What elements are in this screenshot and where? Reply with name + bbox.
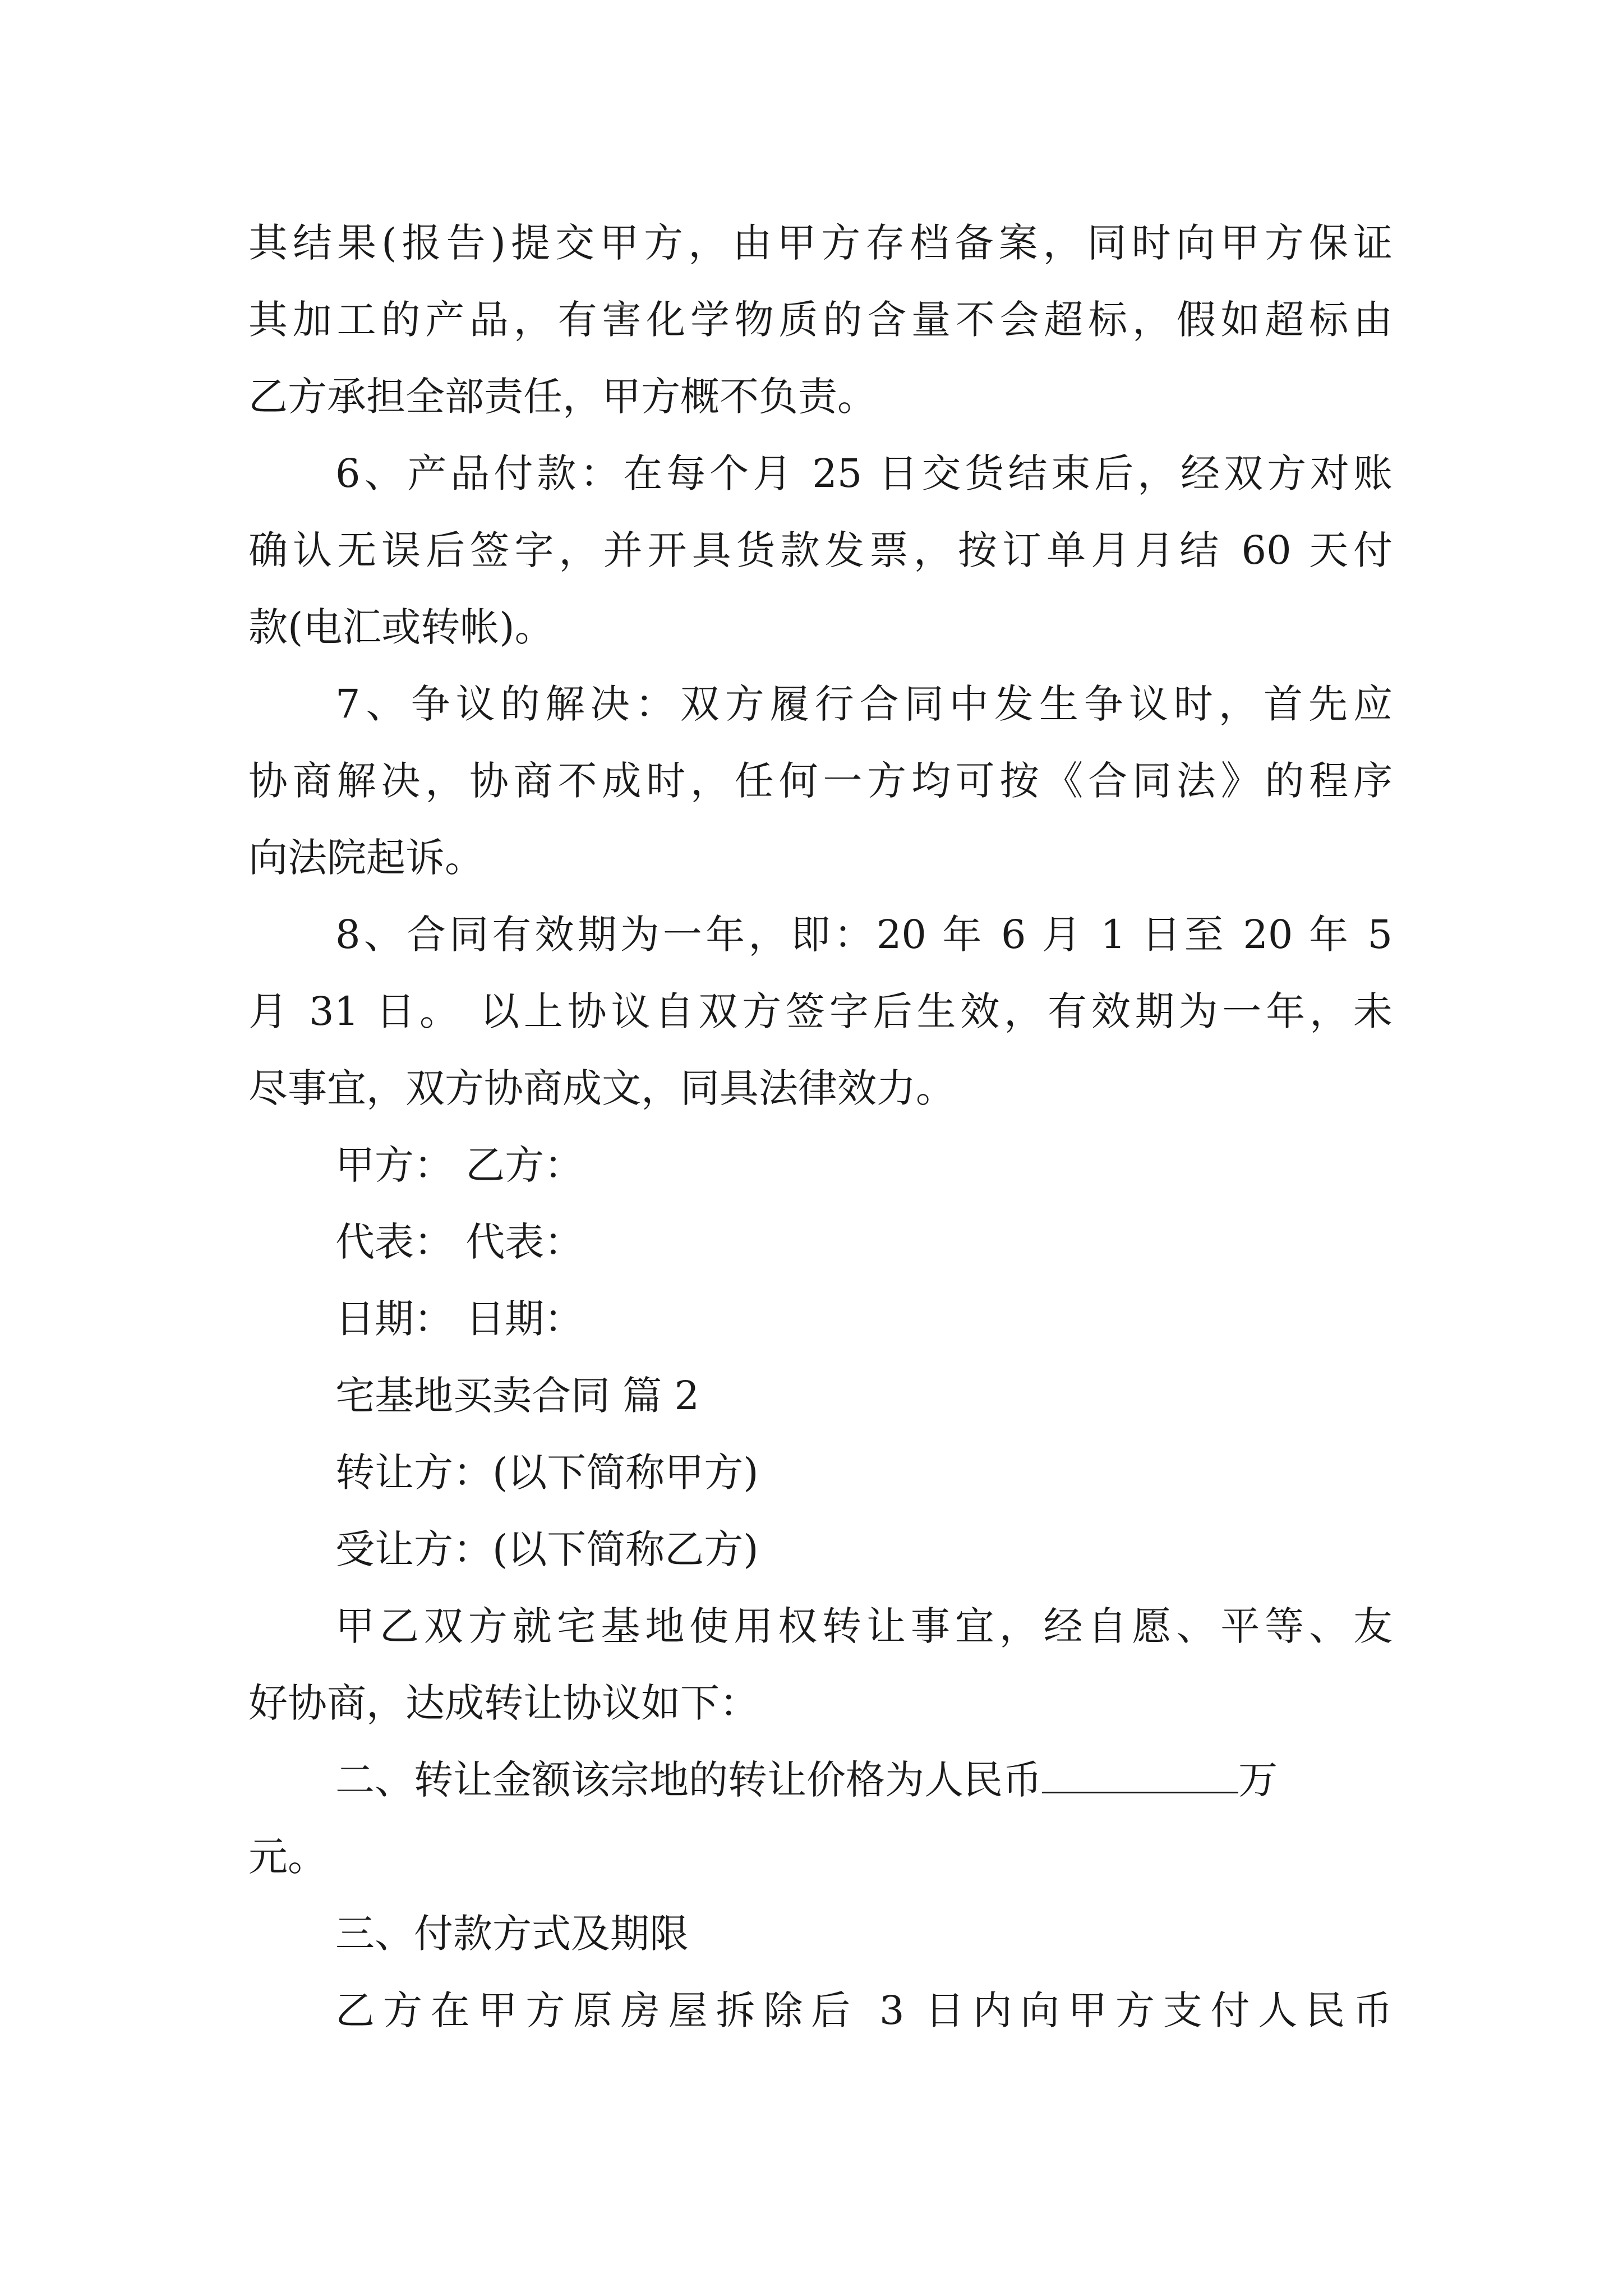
agreement-intro-line-2: 好协商，达成转让协议如下：: [248, 1680, 759, 1726]
transferor-line: 转让方：(以下简称甲方): [335, 1450, 759, 1496]
payment-section-title: 三、付款方式及期限: [335, 1911, 689, 1957]
transfer-amount-line-2: 元。: [248, 1834, 327, 1880]
paragraph-1-line-1: 其结果(报告)提交甲方，由甲方存档备案，同时向甲方保证: [248, 220, 1393, 266]
signature-date-line: 日期： 日期：: [335, 1296, 584, 1342]
amount-blank: [1042, 1757, 1238, 1793]
clause-6-line-1: 6、产品付款：在每个月 25 日交货结束后，经双方对账: [335, 450, 1393, 496]
transfer-amount-text: 二、转让金额该宗地的转让价格为人民币: [335, 1757, 1042, 1803]
clause-8-line-1: 8、合同有效期为一年，即：20 年 6 月 1 日至 20 年 5: [335, 912, 1393, 958]
paragraph-1-line-3: 乙方承担全部责任，甲方概不负责。: [248, 374, 877, 420]
clause-7-line-3: 向法院起诉。: [248, 835, 484, 881]
transfer-amount-unit: 万: [1238, 1757, 1278, 1803]
signature-party-line: 甲方： 乙方：: [335, 1142, 584, 1188]
transfer-amount-line-1: [335, 1752, 1393, 1808]
clause-7-line-2: 协商解决，协商不成时，任何一方均可按《合同法》的程序: [248, 758, 1393, 804]
signature-representative-line: 代表： 代表：: [335, 1219, 584, 1265]
transferee-line: 受让方：(以下简称乙方): [335, 1526, 759, 1572]
clause-6-line-2: 确认无误后签字，并开具货款发票，按订单月月结 60 天付: [248, 527, 1393, 573]
clause-8-line-3: 尽事宜，双方协商成文，同具法律效力。: [248, 1065, 955, 1111]
clause-7-line-1: 7、争议的解决：双方履行合同中发生争议时，首先应: [335, 681, 1393, 727]
clause-8-line-2: 月 31 日。 以上协议自双方签字后生效，有效期为一年，未: [248, 988, 1393, 1034]
payment-terms-line-1: 乙方在甲方原房屋拆除后 3 日内向甲方支付人民币: [335, 1987, 1393, 2033]
agreement-intro-line-1: 甲乙双方就宅基地使用权转让事宜，经自愿、平等、友: [335, 1603, 1393, 1649]
section-title: 宅基地买卖合同 篇 2: [335, 1373, 700, 1419]
clause-6-line-3: 款(电汇或转帐)。: [248, 604, 554, 650]
paragraph-1-line-2: 其加工的产品，有害化学物质的含量不会超标，假如超标由: [248, 297, 1393, 343]
